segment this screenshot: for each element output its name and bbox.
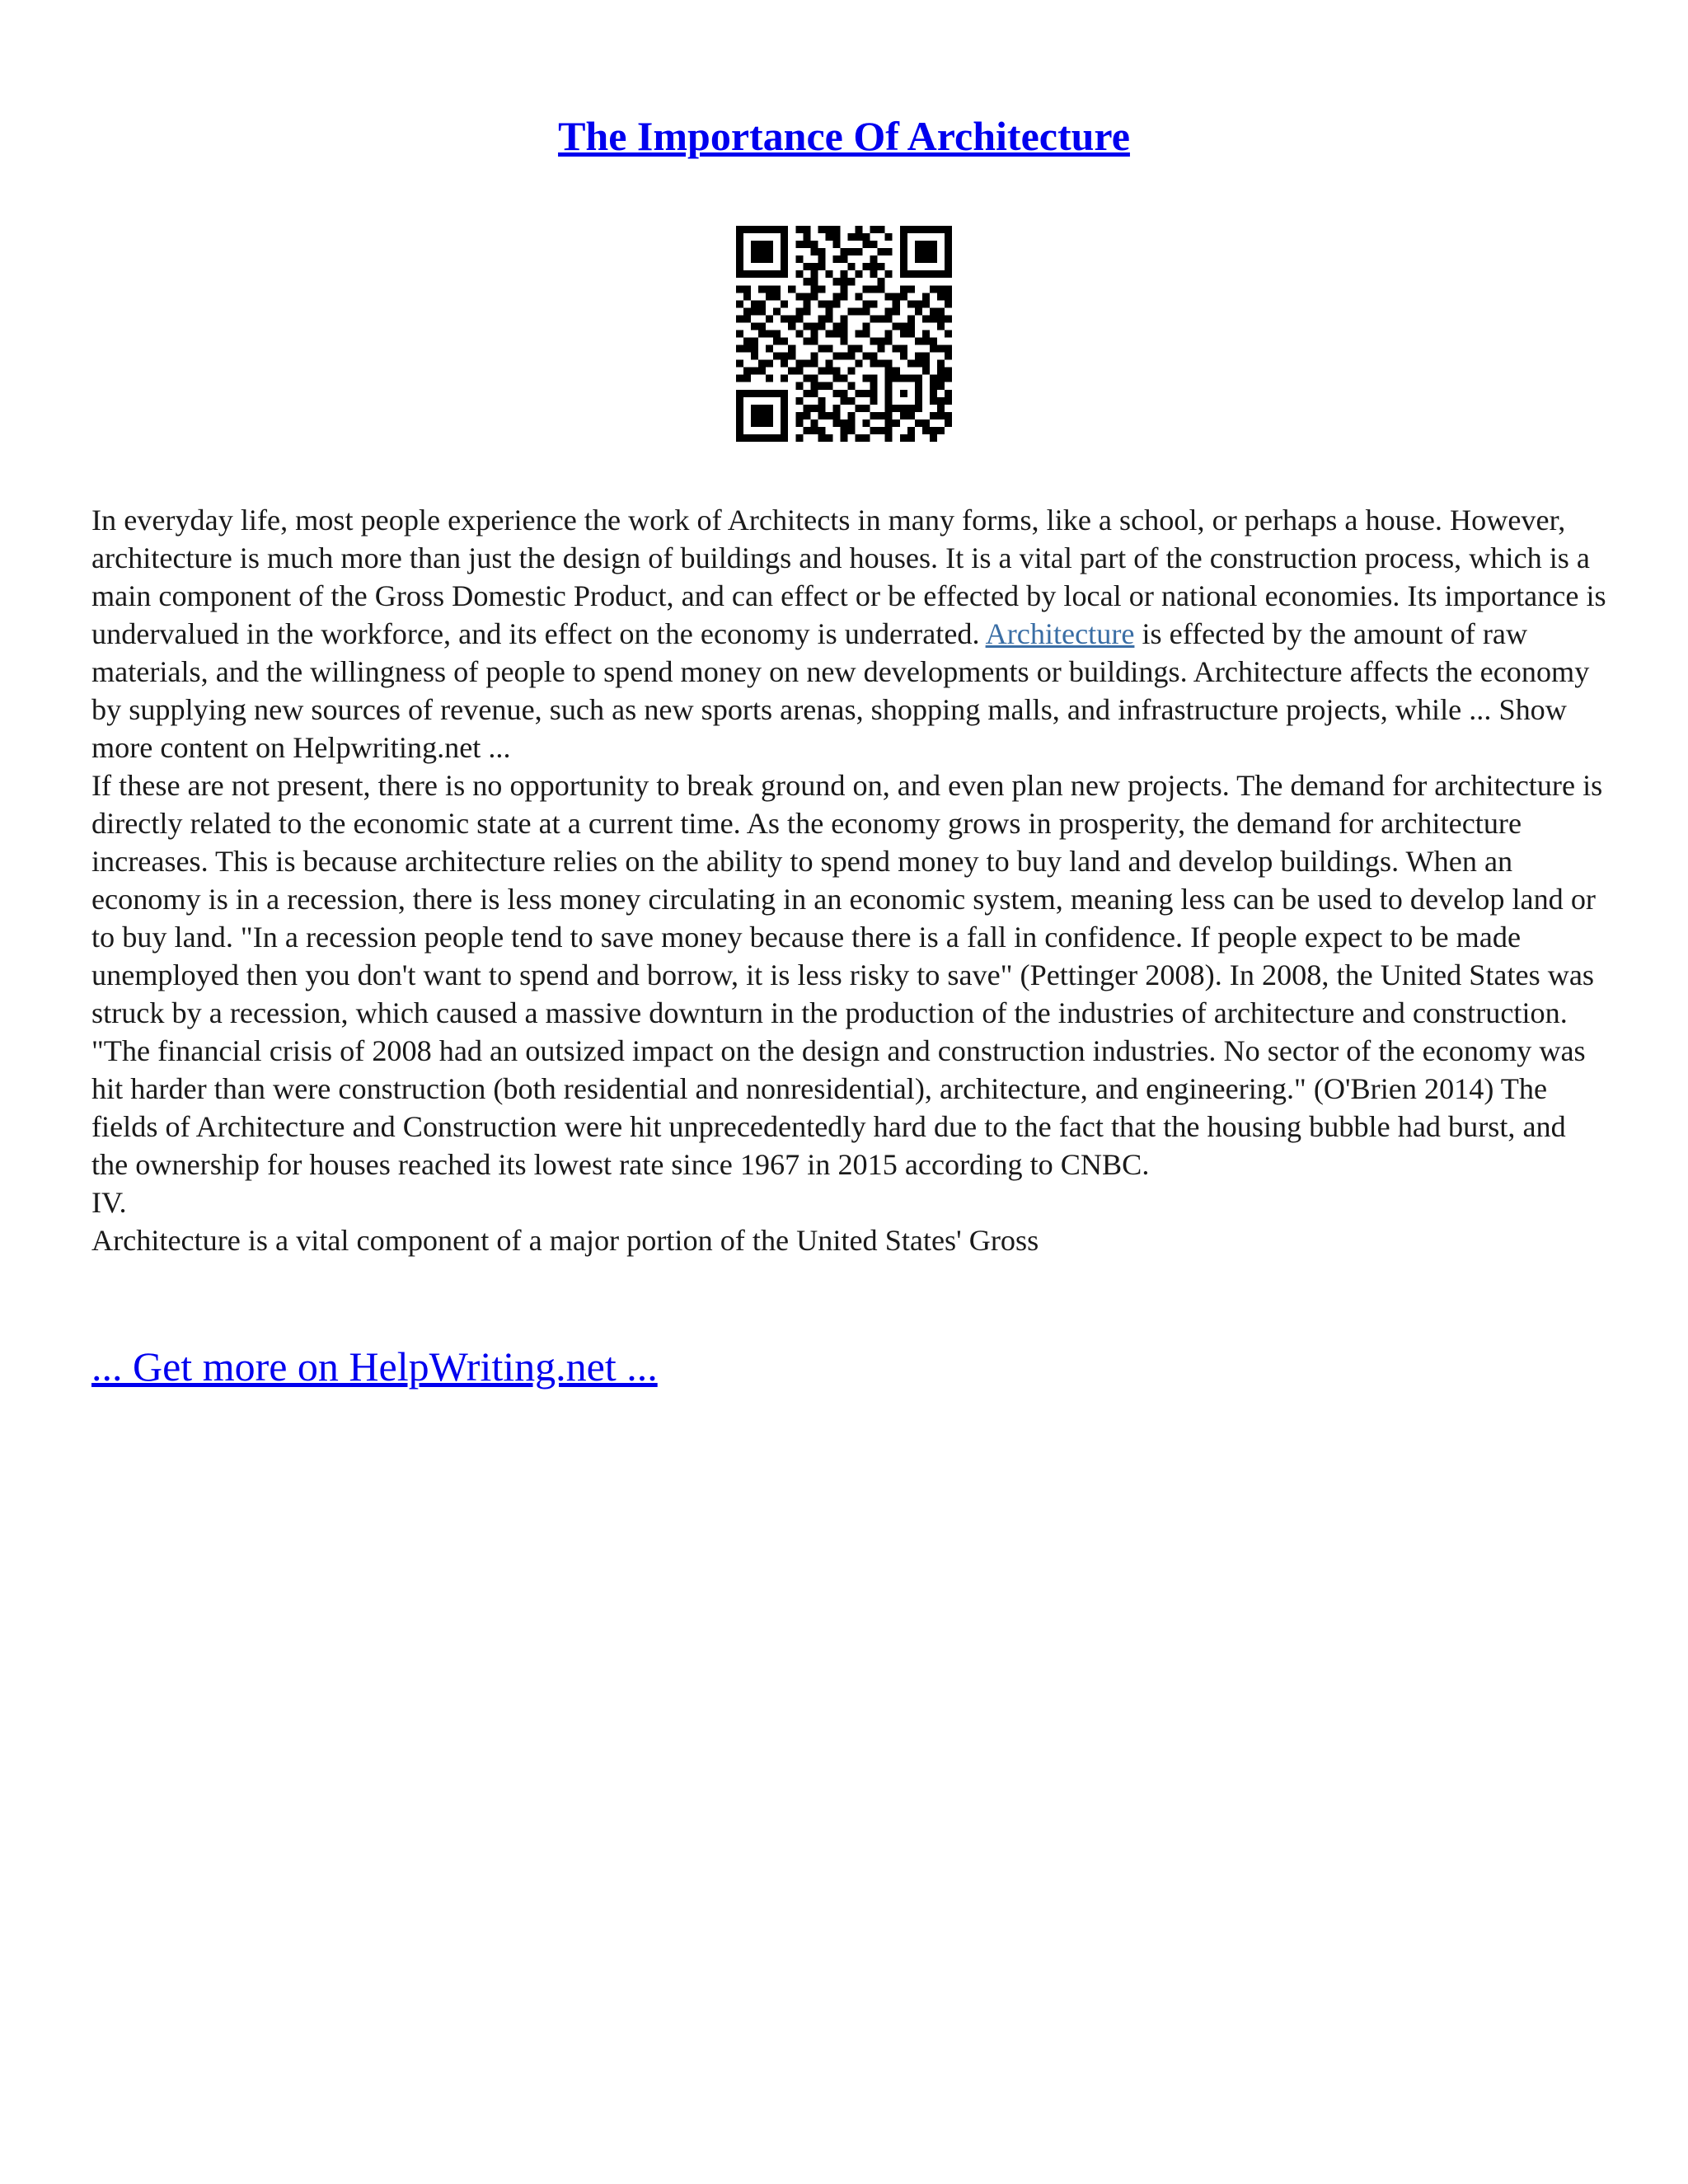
title-link[interactable]: The Importance Of Architecture [558,113,1130,159]
architecture-link[interactable]: Architecture [985,617,1135,650]
paragraph-intro-text: In everyday life, most people experience the work of Architects in many forms, like a school, or perhaps a house. However, architecture is much more than just the design of buildings and houses. It is a vital part of the construction process, which is a main component of the Gross Domestic Product, and can effect or be effected by local or national economies. Its importance is undervalued in the workforce, and its effect on the economy is underrated. [91,504,1606,650]
article-body [91,501,1608,1259]
paragraph-intro-continued: is effected by the amount of raw materials, and the willingness of people to spend money on new developments or buildings. Architecture affects the economy by supplying new sources of revenue, such as new sports arenas, shopping malls, and infrastructure projects, while ... Show more content on Helpwriting.net ... [91,617,1590,764]
get-more-link[interactable]: ... Get more on HelpWriting.net ... [91,1343,658,1390]
paragraph-economy: If these are not present, there is no opportunity to break ground on, and even plan new projects. The demand for architecture is directly related to the economic state at a current time. As the economy grows in prosperity, the demand for architecture increases. This is because architecture relies on the ability to spend money to buy land and develop buildings. When an economy is in a recession, there is less money circulating in an economic system, meaning less can be used to develop land or to buy land. "In a recession people tend to save money because there is a fall in confidence. If people expect to be made unemployed then you don't want to spend and borrow, it is less risky to save" (Pettinger 2008). In 2008, the United States was struck by a recession, which caused a massive downturn in the production of the industries of architecture and construction. "The financial crisis of 2008 had an outsized impact on the design and construction industries. No sector of the economy was hit harder than were construction (both residential and nonresidential), architecture, and engineering." (O'Brien 2014) The fields of Architecture and Construction were hit unprecedentedly hard due to the fact that the housing bubble had burst, and the ownership for houses reached its lowest rate since 1967 in 2015 according to CNBC. [91,769,1603,1181]
qr-code-icon [736,226,952,442]
section-marker: IV. [91,1186,127,1219]
paragraph-gdp: Architecture is a vital component of a major portion of the United States' Gross [91,1224,1039,1257]
page-title [0,110,1688,162]
paragraph-intro [91,501,1608,766]
